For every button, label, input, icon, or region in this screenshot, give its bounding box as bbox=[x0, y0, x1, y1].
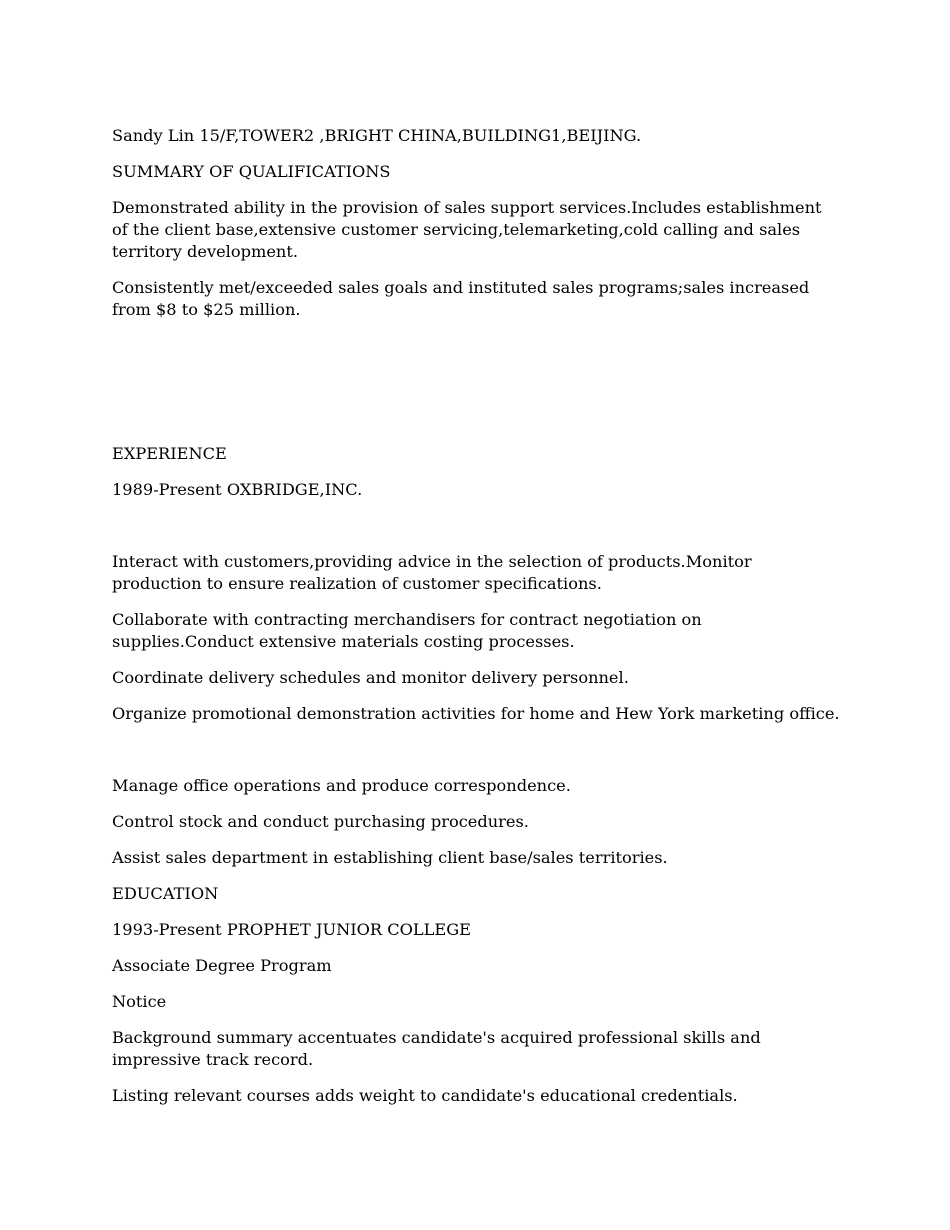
experience-duty: Manage office operations and produce correspondence. bbox=[112, 776, 571, 795]
experience-duty: Collaborate with contracting merchandisers for contract negotiation on supplies.Conduct extensive materials costing processes. bbox=[112, 610, 702, 651]
blank-space bbox=[112, 739, 842, 775]
notice-paragraph: Background summary accentuates candidate's acquired professional skills and impressive track record. bbox=[112, 1028, 761, 1069]
blank-space bbox=[112, 335, 842, 443]
summary-paragraph: Consistently met/exceeded sales goals and instituted sales programs;sales increased from $8 to $25 million. bbox=[112, 278, 810, 319]
experience-duty: Coordinate delivery schedules and monitor delivery personnel. bbox=[112, 668, 629, 687]
notice-heading: Notice bbox=[112, 992, 167, 1011]
resume-document bbox=[112, 125, 842, 1121]
education-school: 1993-Present PROPHET JUNIOR COLLEGE bbox=[112, 920, 471, 939]
experience-duty: Control stock and conduct purchasing procedures. bbox=[112, 812, 529, 831]
summary-paragraph: Demonstrated ability in the provision of sales support services.Includes establishment of the client base,extensive customer servicing,telemarketing,cold calling and sales territory development. bbox=[112, 198, 822, 261]
experience-duty: Assist sales department in establishing client base/sales territories. bbox=[112, 848, 668, 867]
blank-space bbox=[112, 515, 842, 551]
header-line: Sandy Lin 15/F,TOWER2 ,BRIGHT CHINA,BUILDING1,BEIJING. bbox=[112, 126, 642, 145]
experience-duty: Interact with customers,providing advice in the selection of products.Monitor production to ensure realization of customer specifications. bbox=[112, 552, 752, 593]
experience-heading: EXPERIENCE bbox=[112, 444, 227, 463]
education-heading: EDUCATION bbox=[112, 884, 219, 903]
notice-paragraph: Listing relevant courses adds weight to candidate's educational credentials. bbox=[112, 1086, 738, 1105]
education-program: Associate Degree Program bbox=[112, 956, 332, 975]
summary-heading: SUMMARY OF QUALIFICATIONS bbox=[112, 162, 391, 181]
experience-duty: Organize promotional demonstration activities for home and Hew York marketing office. bbox=[112, 704, 840, 723]
experience-job: 1989-Present OXBRIDGE,INC. bbox=[112, 480, 363, 499]
